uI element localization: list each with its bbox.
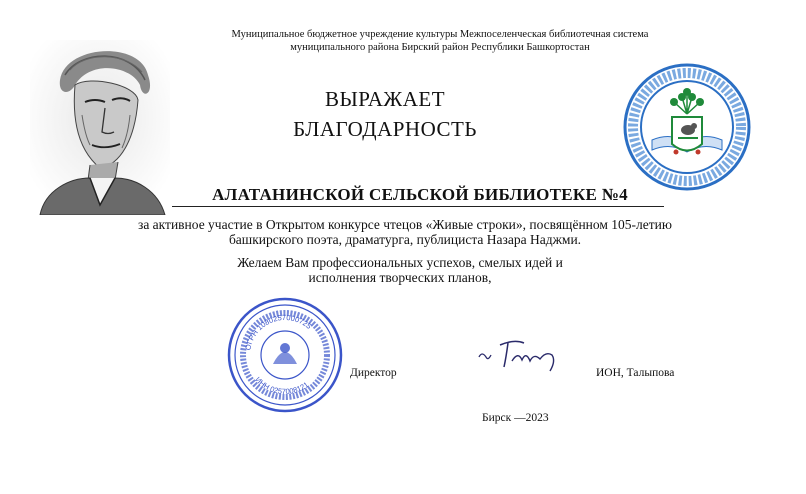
- recipient-name: АЛАТАНИНСКОЙ СЕЛЬСКОЙ БИБЛИОТЕКЕ №4: [212, 185, 628, 204]
- header-line-1: Муниципальное бюджетное учреждение культуры Межпоселенческая библиотечная система: [231, 29, 649, 40]
- title-gratitude: БЛАГОДАРНОСТЬ: [293, 117, 477, 141]
- handwritten-signature-icon: [474, 333, 564, 378]
- reason-line-2: башкирского поэта, драматурга, публициста Назара Наджми.: [228, 232, 582, 247]
- stamp-inn: ИНН 0257008121: [253, 375, 311, 397]
- recipient-underline: [172, 206, 664, 207]
- signer-name: ИОН, Талыпова: [596, 367, 675, 379]
- wish-line-1: Желаем Вам профессиональных успехов, смелых идей и: [237, 255, 563, 270]
- stamp-ogrn: ОГРН 1080257000725: [243, 312, 314, 352]
- reason-line-1: за активное участие в Открытом конкурсе чтецов «Живые строки», посвящённом 105-летию: [137, 217, 672, 232]
- organization-header: [190, 28, 690, 54]
- header-line-2: муниципального района Бирский район Республики Башкортостан: [290, 42, 590, 53]
- director-label: Директор: [350, 367, 397, 379]
- portrait-sketch-icon: [30, 40, 170, 215]
- wish-line-2: исполнения творческих планов,: [308, 270, 492, 285]
- city-year: Бирск —2023: [482, 412, 549, 424]
- library-emblem-icon: [622, 62, 752, 192]
- title-expresses: ВЫРАЖАЕТ: [324, 87, 446, 111]
- round-seal-icon: [226, 296, 344, 414]
